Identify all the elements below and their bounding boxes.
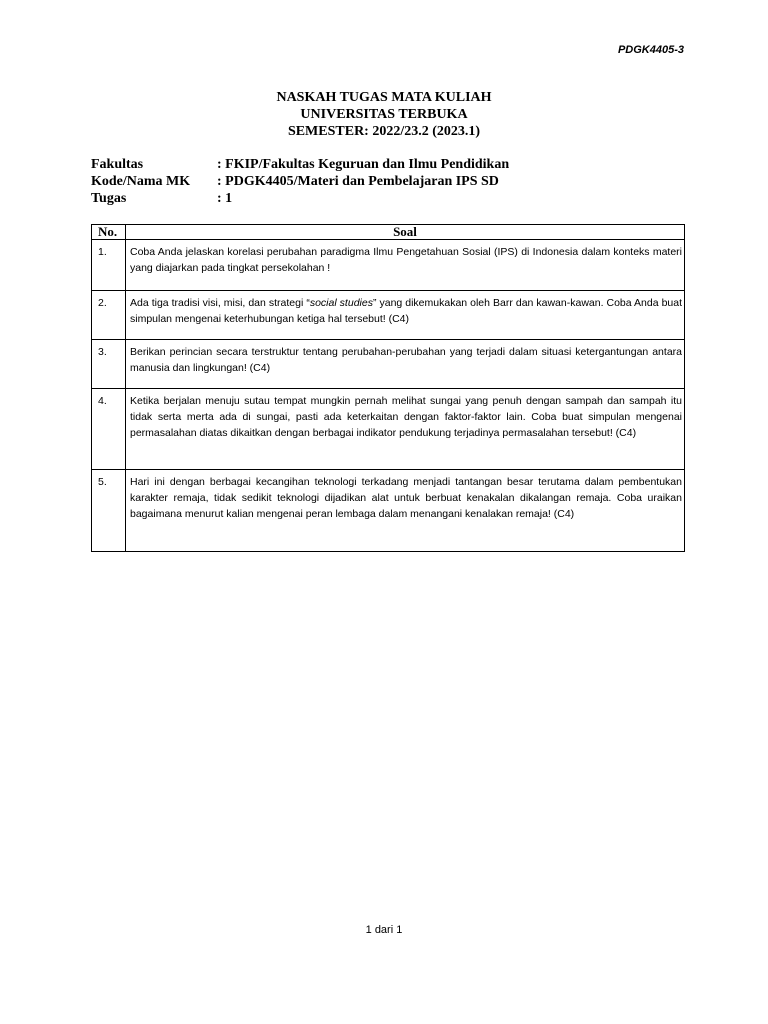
kode-label: Kode/Nama MK (91, 174, 191, 189)
question-text-part: Ada tiga tradisi visi, misi, dan strategi “ (130, 297, 310, 309)
page-number: 1 dari 1 (365, 924, 403, 936)
table-row (92, 340, 685, 389)
question-text-part: ” yang dikemukakan oleh Barr dan kawan-kawan. Coba Anda buat simpulan mengenai keterhubungan ketiga hal tersebut! (C4) (130, 297, 683, 325)
question-text-italic: social studies (309, 297, 373, 309)
table-header-row (92, 225, 685, 240)
questions-table (91, 224, 685, 552)
title-line-1: NASKAH TUGAS MATA KULIAH (276, 90, 492, 105)
course-info (91, 156, 509, 207)
info-row-kode (91, 173, 509, 190)
table-row (92, 240, 685, 291)
header-no: No. (92, 225, 126, 240)
question-number: 1. (92, 240, 126, 291)
question-text: Coba Anda jelaskan korelasi perubahan paradigma Ilmu Pengetahuan Sosial (IPS) di Indonesia dalam konteks materi yang diajarkan pada tingkat persekolahan ! (126, 240, 685, 291)
info-row-fakultas (91, 156, 509, 173)
tugas-label: Tugas (91, 191, 127, 206)
table-row (92, 389, 685, 470)
question-text: Berikan perincian secara terstruktur tentang perubahan-perubahan yang terjadi dalam situasi ketergantungan antara manusia dan lingkungan! (C4) (126, 340, 685, 389)
fakultas-value: : FKIP/Fakultas Keguruan dan Ilmu Pendidikan (217, 157, 510, 172)
question-number: 5. (92, 470, 126, 552)
document-title (0, 89, 768, 140)
fakultas-label: Fakultas (91, 157, 144, 172)
title-line-2: UNIVERSITAS TERBUKA (300, 107, 468, 122)
question-number: 2. (92, 291, 126, 340)
table-row (92, 470, 685, 552)
question-number: 4. (92, 389, 126, 470)
tugas-value: : 1 (217, 191, 233, 206)
question-number: 3. (92, 340, 126, 389)
info-row-tugas (91, 190, 509, 207)
question-text: Ketika berjalan menuju sutau tempat mungkin pernah melihat sungai yang penuh dengan sampah dan sampah itu tidak serta merta ada di sungai, pasti ada keterkaitan dengan faktor-faktor lain. Coba buat simpulan mengenai permasalahan diatas dikaitkan dengan berbagai indikator pendukung terjadinya permasalahan tersebut! (C4) (126, 389, 685, 470)
question-text: Hari ini dengan berbagai kecangihan teknologi terkadang menjadi tantangan besar terutama dalam pembentukan karakter remaja, tidak sedikit teknologi dijadikan alat untuk berbuat kenakalan dikalangan remaja. Coba uraikan bagaimana menurut kalian mengenai peran lembaga dalam menangani kenalakan remaja! (C4) (126, 470, 685, 552)
title-line-3: SEMESTER: 2022/23.2 (2023.1) (287, 124, 481, 139)
table-row (92, 291, 685, 340)
question-text (126, 291, 685, 340)
course-code-header: PDGK4405-3 (617, 44, 684, 56)
kode-value: : PDGK4405/Materi dan Pembelajaran IPS SD (217, 174, 499, 189)
header-soal: Soal (126, 225, 685, 240)
